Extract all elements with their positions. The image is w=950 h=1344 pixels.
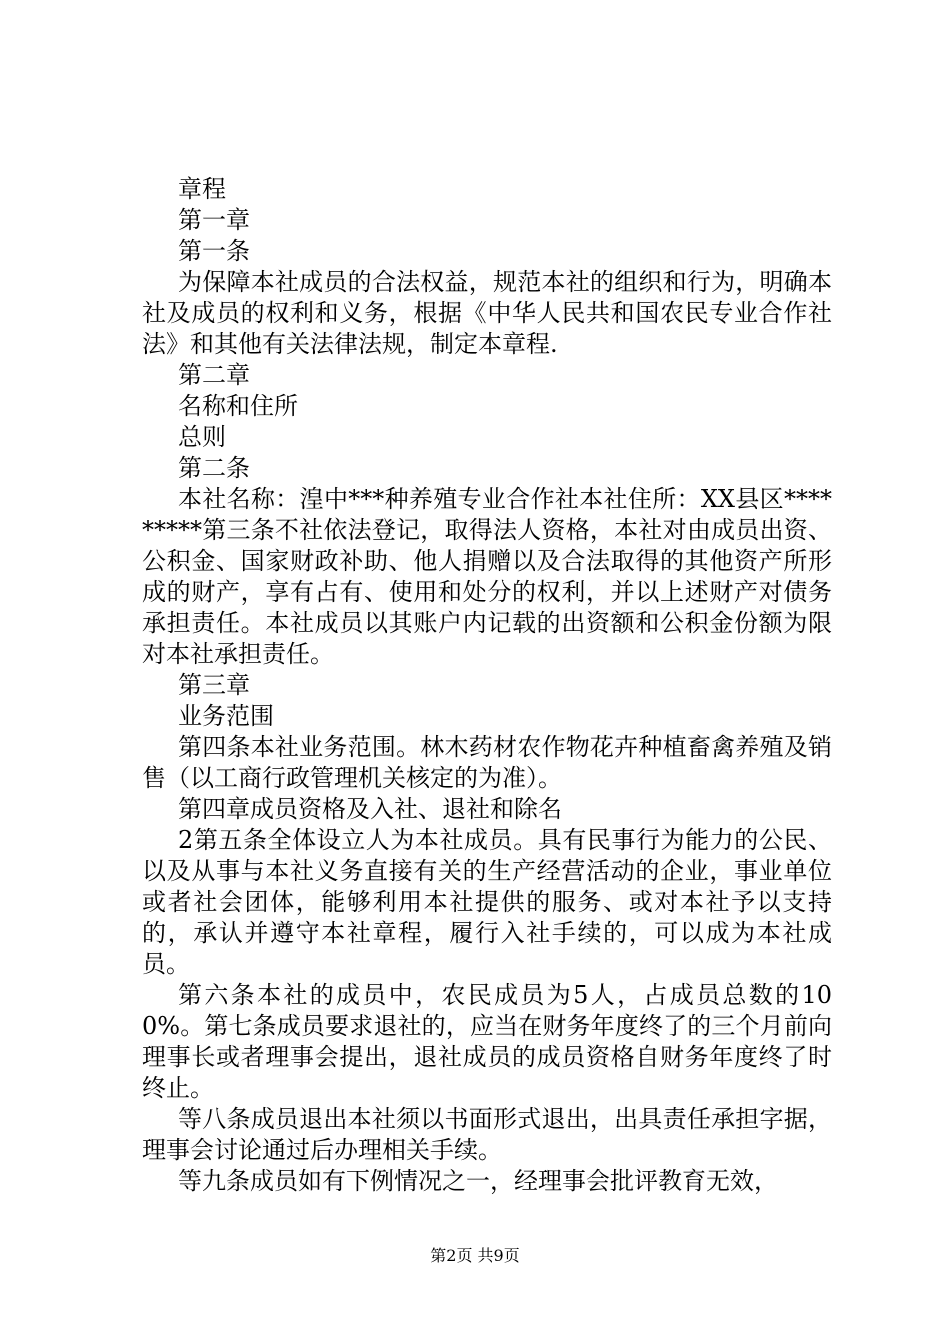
chapter-heading: 第二章 [178, 361, 250, 389]
paragraph: 本社名称：湟中***种养殖专业合作社本社住所：XX县区*********第三条不社依法登记，取得法人资格，本社对由成员出资、公积金、国家财政补助、他人捐赠以及合法取得的其他资产所形成的财产，享有占有、使用和处分的权利，并以上述财产对债务承担责任。本社成员以其账户内记载的出资额和公积金份额为限对本社承担责任。 [142, 485, 832, 668]
paragraph: 等九条成员如有下例情况之一，经理事会批评教育无效， [178, 1167, 778, 1195]
paragraph: 等八条成员退出本社须以书面形式退出，出具责任承担字据，理事会讨论通过后办理相关手续。 [142, 1105, 832, 1164]
paragraph: 为保障本社成员的合法权益，规范本社的组织和行为，明确本社及成员的权利和义务，根据《中华人民共和国农民专业合作社法》和其他有关法律法规，制定本章程. [142, 268, 832, 358]
article-heading: 第二条 [178, 454, 250, 482]
article-heading: 第一条 [178, 237, 250, 265]
page-number: 第2页 共9页 [430, 1246, 520, 1265]
paragraph: 第四条本社业务范围。林木药材农作物花卉种植畜禽养殖及销售（以工商行政管理机关核定的为准）。 [142, 733, 832, 792]
page-footer [0, 1246, 950, 1266]
paragraph: 2第五条全体设立人为本社成员。具有民事行为能力的公民、以及从事与本社义务直接有关的生产经营活动的企业，事业单位或者社会团体，能够利用本社提供的服务、或对本社予以支持的，承认并遵守本社章程，履行入社手续的，可以成为本社成员。 [142, 826, 832, 978]
section-heading: 总则 [178, 423, 226, 451]
document-title: 章程 [178, 175, 226, 203]
chapter-heading: 第三章 [178, 671, 250, 699]
chapter-heading: 第四章成员资格及入社、退社和除名 [178, 795, 562, 823]
section-heading: 名称和住所 [178, 392, 298, 420]
chapter-heading: 第一章 [178, 206, 250, 234]
document-body [142, 174, 832, 1197]
paragraph: 第六条本社的成员中，农民成员为5人，占成员总数的100%。第七条成员要求退社的，应当在财务年度终了的三个月前向理事长或者理事会提出，退社成员的成员资格自财务年度终了时终止。 [142, 981, 832, 1102]
section-heading: 业务范围 [178, 702, 274, 730]
